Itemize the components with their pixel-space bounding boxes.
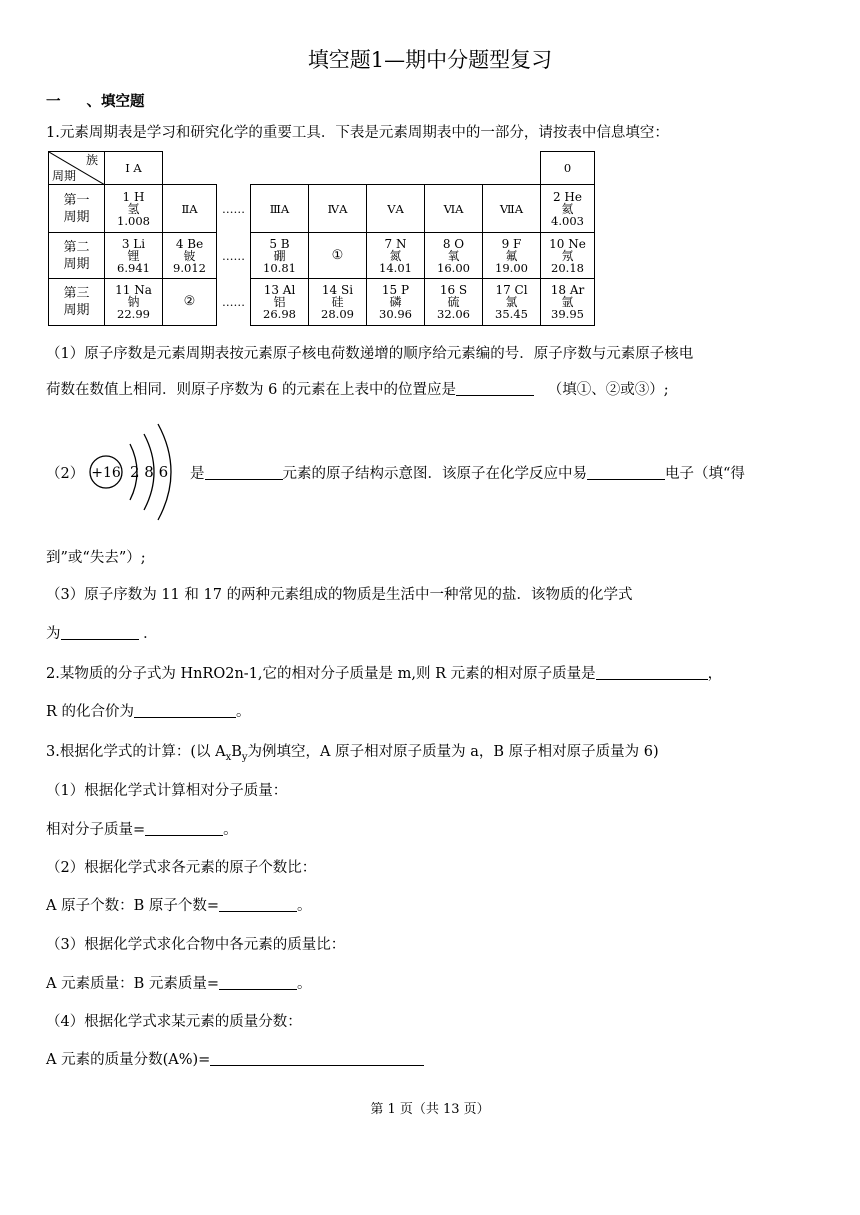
periodic-table-wrap xyxy=(48,151,595,326)
corner-group-label: 族 xyxy=(85,153,98,167)
dots-2: …… xyxy=(222,248,245,263)
periodic-table xyxy=(48,151,595,326)
sulfur-atom-diagram xyxy=(86,418,186,528)
element-S: 16 S 硫 32.06 xyxy=(425,279,483,326)
element-He: 2 He 氦 4.003 xyxy=(541,185,595,233)
answer-blank-1[interactable] xyxy=(456,379,534,396)
q2-line2: R 的化合价为 。 xyxy=(46,700,251,721)
answer-blank-5[interactable] xyxy=(596,663,708,680)
section-label: 、填空题 xyxy=(86,94,145,110)
period-3-label: 第三 周期 xyxy=(49,279,105,326)
q3-step4-answer: A 元素的质量分数(A%)= xyxy=(46,1048,424,1069)
element-Li: 3 Li 锂 6.941 xyxy=(105,233,163,279)
element-H: 1 H 氢 1.008 xyxy=(105,185,163,233)
period-1-label: 第一 周期 xyxy=(49,185,105,233)
group-IIIA: ⅢA xyxy=(251,185,309,233)
answer-blank-2[interactable] xyxy=(205,463,283,480)
q3-step2-answer: A 原子个数：B 原子个数= 。 xyxy=(46,894,312,915)
element-Al: 13 Al 铝 26.98 xyxy=(251,279,309,326)
electron-shells: 2 8 6 xyxy=(130,463,169,481)
group-VA: ⅤA xyxy=(367,185,425,233)
element-Cl: 17 Cl 氯 35.45 xyxy=(483,279,541,326)
element-Be: 4 Be 铍 9.012 xyxy=(163,233,217,279)
answer-blank-9[interactable] xyxy=(219,973,297,990)
answer-blank-6[interactable] xyxy=(134,701,236,718)
q3-step1: （1）根据化学式计算相对分子质量： xyxy=(46,783,288,799)
element-O: 8 O 氧 16.00 xyxy=(425,233,483,279)
answer-blank-10[interactable] xyxy=(210,1049,424,1066)
page-title: 填空题1—期中分题型复习 xyxy=(307,48,553,72)
group-0: 0 xyxy=(541,152,595,185)
q3-step2: （2）根据化学式求各元素的原子个数比： xyxy=(46,860,317,876)
q3-step3: （3）根据化学式求化合物中各元素的质量比： xyxy=(46,937,346,953)
q3-step3-answer: A 元素质量：B 元素质量= 。 xyxy=(46,972,312,993)
q2-line1: 2.某物质的分子式为 HnRO2n-1,它的相对分子质量是 m,则 R 元素的相对原子质量是 ， xyxy=(46,662,722,683)
blank-circle-2: ② xyxy=(163,279,217,326)
q1-part1-line2: 荷数在数值上相同．则原子序数为 6 的元素在上表中的位置应是 （填①、②或③）; xyxy=(46,378,669,399)
element-Ne: 10 Ne 氖 20.18 xyxy=(541,233,595,279)
group-IIA: ⅡA xyxy=(163,185,217,233)
answer-blank-8[interactable] xyxy=(219,895,297,912)
group-IA: I A xyxy=(105,152,163,185)
corner-cell xyxy=(49,152,105,185)
element-P: 15 P 磷 30.96 xyxy=(367,279,425,326)
q1-part3-line2: 为 ． xyxy=(46,622,158,643)
q1-intro: 1.元素周期表是学习和研究化学的重要工具．下表是元素周期表中的一部分，请按表中信息填空： xyxy=(46,125,669,141)
section-number: 一 xyxy=(46,94,61,110)
answer-blank-7[interactable] xyxy=(145,819,223,836)
element-F: 9 F 氟 19.00 xyxy=(483,233,541,279)
element-N: 7 N 氮 14.01 xyxy=(367,233,425,279)
element-Ar: 18 Ar 氩 39.95 xyxy=(541,279,595,326)
page-footer: 第 1 页（共 13 页） xyxy=(370,1102,490,1117)
blank-circle-1: ① xyxy=(309,233,367,279)
dots-3: …… xyxy=(222,295,245,309)
answer-blank-4[interactable] xyxy=(61,623,139,640)
element-B: 5 B 硼 10.81 xyxy=(251,233,309,279)
q1-part1-line1: （1）原子序数是元素周期表按元素原子核电荷数递增的顺序给元素编的号．原子序数与元素原子核电 xyxy=(46,346,694,362)
corner-period-label: 周期 xyxy=(52,169,77,183)
period-2-label: 第二 周期 xyxy=(49,233,105,279)
q1-part2-line1: 是 元素的原子结构示意图．该原子在化学反应中易 电子（填“得 xyxy=(190,462,745,483)
q1-part3-line1: （3）原子序数为 11 和 17 的两种元素组成的物质是生活中一种常见的盐．该物质的化学式 xyxy=(46,587,633,603)
section-heading xyxy=(46,90,145,111)
q3-intro: 3.根据化学式的计算：(以 $A_xB_y$为例填空，A 原子相对原子质量为 a，B 原子相对原子质量为 6) xyxy=(46,744,659,763)
dots-1: …… xyxy=(222,201,245,216)
q3-step1-answer: 相对分子质量= 。 xyxy=(46,818,238,839)
group-VIA: ⅥA xyxy=(425,185,483,233)
q1-part2-prefix: （2） xyxy=(46,466,85,482)
answer-blank-3[interactable] xyxy=(587,463,665,480)
nucleus-charge: +16 xyxy=(91,465,121,481)
group-VIIA: ⅦA xyxy=(483,185,541,233)
element-Si: 14 Si 硅 28.09 xyxy=(309,279,367,326)
q3-step4: （4）根据化学式求某元素的质量分数： xyxy=(46,1014,302,1030)
element-Na: 11 Na 钠 22.99 xyxy=(105,279,163,326)
group-IVA: ⅣA xyxy=(309,185,367,233)
q1-part2-line2: 到”或“失去”）; xyxy=(46,550,146,566)
